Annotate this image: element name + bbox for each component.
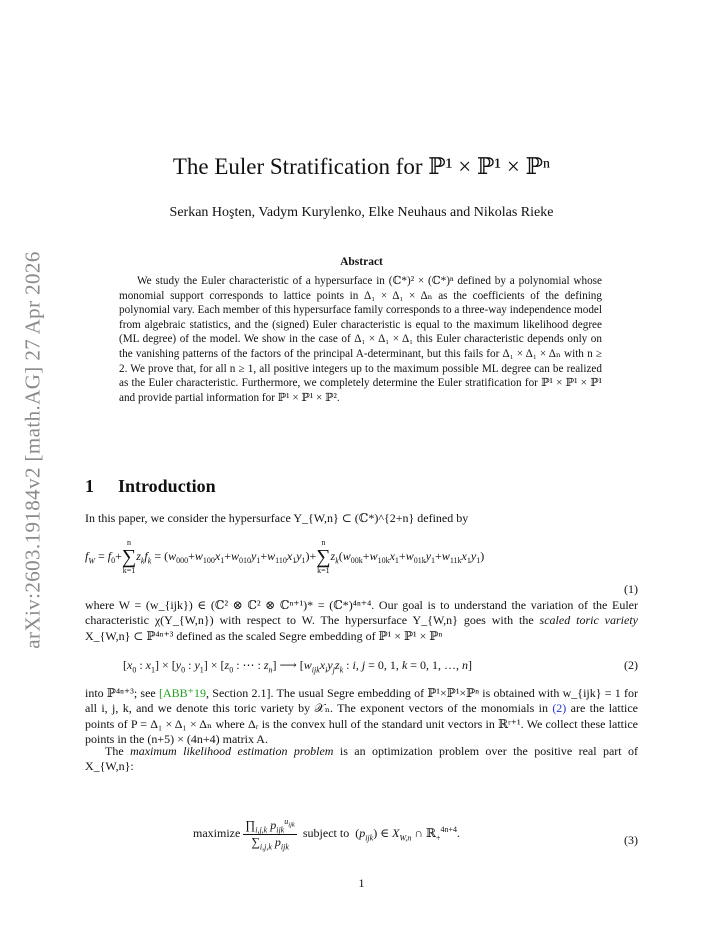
intro-paragraph-3-text-a: into ℙ⁴ⁿ⁺³; see (85, 686, 156, 700)
equation-1-body: $f_W = f_0+$ n ∑ k=1 $z_kf_k = (w_{000}+w_{100}x_1+w_{010}y_1+w_{110}x_1y_1)+$ n ∑ k=1 $z_k(w_{00k}+w_{10k}x_1+w_{01k}y_1+w_{11k}x_1y_1)$ (85, 538, 485, 575)
section-title: Introduction (118, 476, 216, 496)
intro-paragraph-3-text-b: , Section 2.1]. The usual Segre embedding of ℙ¹×ℙ¹×ℙⁿ is obtained with w_{ijk} = 1 for all i, j, k, and we denote this toric variety by 𝒳ₙ. The exponent vectors of the monomials in (85, 686, 639, 716)
intro-paragraph-2-text-b: X_{W,n} ⊂ ℙ⁴ⁿ⁺³ defined as the scaled Segre embedding of ℙ¹ × ℙ¹ × ℙⁿ (85, 628, 443, 643)
equation-2-body: [$x_0$ : $x_1] \times [y_0$ : $y_1] \times [z_0$ : ⋯ : $z_n$] ⟶ [$w_{ijk}x_iy_jz_k$ : i, j = 0, 1, k = 0, 1, …, n] (123, 658, 473, 675)
intro-paragraph-3 (85, 686, 638, 748)
citation-link[interactable]: [ABB⁺19 (159, 686, 207, 700)
intro-paragraph-2-text-a: where W = (w_{ijk}) ∈ (ℂ² ⊗ ℂ² ⊗ ℂⁿ⁺¹)* = (ℂ*)⁴ⁿ⁺⁴. Our goal is to understand the variation of the Euler characteristic χ(Y_{W,n}) with respect to W. The hypersurface Y_{W,n} goes with the (85, 598, 638, 628)
intro-paragraph-4-text-a: The (105, 744, 124, 758)
term-scaled-toric-variety: scaled toric variety (539, 613, 638, 628)
equation-1-number: (1) (624, 582, 638, 596)
equation-3-body: maximize $\frac{\prod_{i,j,k} p_{ijk}^{u_{ijk}}}{\sum_{i,j,k} p_{ijk}}$ subject to $(p_{ijk})$ ∈ $X_{W,n}$ ∩ ℝ$_+^{4n+4}$. (193, 817, 461, 852)
intro-paragraph-4-text-b: is an optimization problem over the positive real part of X_{W,n}: (85, 744, 639, 774)
section-heading (85, 476, 216, 497)
arxiv-identifier: arXiv:2603.19184v2 [math.AG] 27 Apr 2026 (20, 251, 45, 649)
arxiv-identifier-sidebar (18, 235, 48, 665)
intro-paragraph-2 (85, 598, 638, 644)
equation-2-reference-link[interactable]: (2) (552, 701, 567, 716)
intro-paragraph-1: In this paper, we consider the hypersurface Y_{W,n} ⊂ (ℂ*)^{2+n} defined by (85, 511, 469, 525)
abstract-heading: Abstract (340, 256, 383, 268)
intro-paragraph-3-text-c: are the lattice points of P = Δ₁ × Δ₁ × Δₙ where Δᵣ is the convex hull of the standard unit vectors in ℝʳ⁺¹. We collect these lattice points in the (n+5) × (4n+4) matrix A. (85, 701, 639, 747)
equation-2-number: (2) (624, 658, 638, 672)
page-number: 1 (358, 876, 365, 890)
equation-1 (85, 537, 638, 596)
equation-3 (85, 815, 638, 863)
likelihood-fraction: $\frac{\prod_{i,j,k} p_{ijk}^{u_{ijk}}}{\sum_{i,j,k} p_{ijk}}$ (245, 817, 295, 852)
equation-3-number: (3) (624, 833, 638, 847)
intro-paragraph-4 (85, 744, 638, 775)
paper-authors: Serkan Hoşten, Vadym Kurylenko, Elke Neuhaus and Nikolas Rieke (169, 205, 554, 220)
paper-title: The Euler Stratification for ℙ¹ × ℙ¹ × ℙⁿ (172, 154, 551, 179)
section-number: 1 (85, 476, 94, 496)
abstract-body: We study the Euler characteristic of a hypersurface in (ℂ*)² × (ℂ*)ⁿ defined by a polynomial whose monomial support corresponds to lattice points in Δ₁ × Δ₁ × Δₙ as the coefficients of the defining polynomial vary. Each member of this hypersurface family corresponds to a three-way independence model from algebraic statistics, and the (signed) Euler characteristic is equal to the maximum likelihood degree (ML degree) of the model. We show in the case of Δ₁ × Δ₁ × Δ₁ this Euler characteristic depends only on the vanishing patterns of the factors of the principal A-determinant, but this fails for Δ₁ × Δ₁ × Δₙ with n ≥ 2. We prove that, for all n ≥ 1, all positive integers up to the maximum possible ML degree can be realized as the Euler characteristic. Furthermore, we completely determine the Euler stratification for ℙ¹ × ℙ¹ × ℙ¹ and provide partial information for ℙ¹ × ℙ¹ × ℙ². (119, 275, 602, 404)
term-maximum-likelihood-estimation-problem: maximum likelihood estimation problem (130, 744, 334, 758)
